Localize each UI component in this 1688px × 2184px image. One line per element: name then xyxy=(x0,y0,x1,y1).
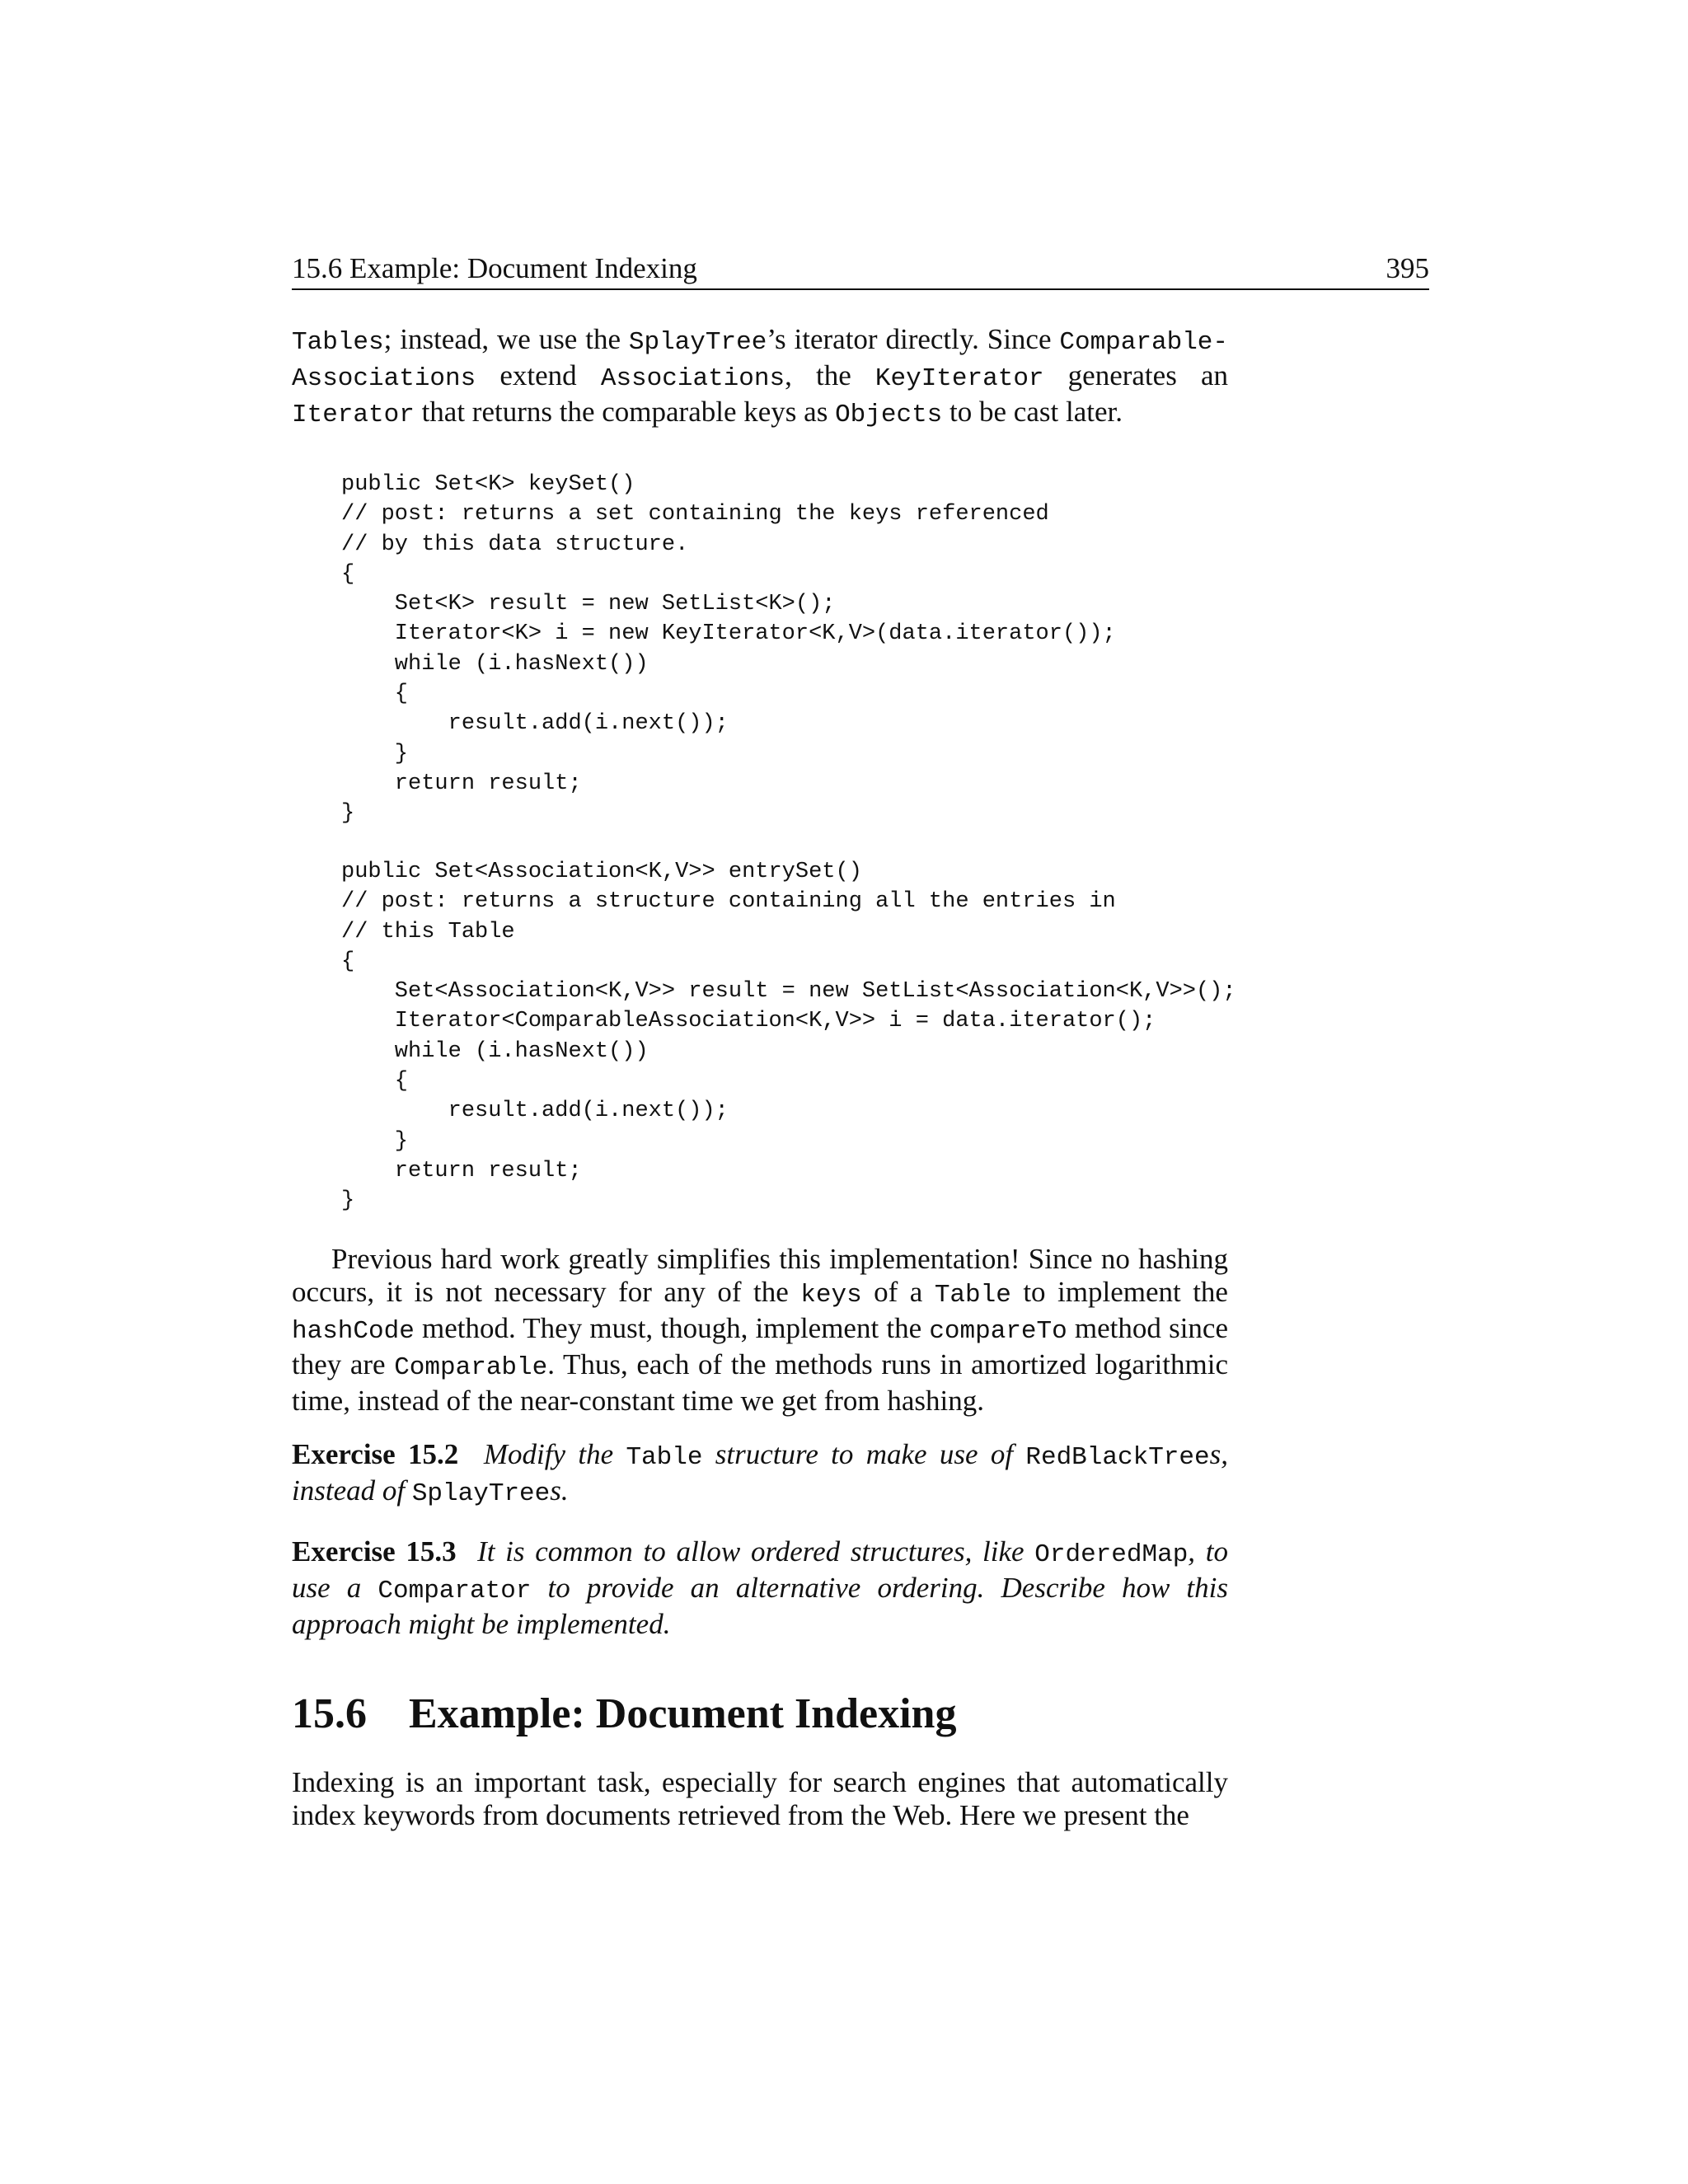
code-term: OrderedMap xyxy=(1034,1540,1189,1569)
code-term: Associations xyxy=(600,364,785,393)
code-term: Iterator xyxy=(292,401,415,429)
text-run: ; instead, we use the xyxy=(383,323,629,355)
code-term: SplayTree xyxy=(411,1479,551,1508)
text-run: to be cast later. xyxy=(942,396,1123,428)
text-run: to provide an alternative ordering. Describe how this approach might be implemented. xyxy=(292,1572,1229,1640)
text-run: of a xyxy=(861,1276,935,1308)
text-run: method. They must, though, implement the xyxy=(414,1312,930,1344)
code-term: RedBlackTree xyxy=(1025,1443,1210,1472)
header-section-title: 15.6 Example: Document Indexing xyxy=(292,252,697,284)
text-run: to implement the xyxy=(1010,1276,1228,1308)
code-term: Comparable-Associations xyxy=(292,328,1229,393)
section-number: 15.6 xyxy=(292,1690,367,1737)
text-run: method since they are xyxy=(292,1312,1228,1380)
code-term: Objects xyxy=(835,401,943,429)
intro-paragraph xyxy=(292,323,1228,432)
page-number: 395 xyxy=(1386,252,1429,284)
text-run: s. xyxy=(550,1474,569,1507)
code-term: keys xyxy=(800,1281,862,1310)
code-term: Table xyxy=(626,1443,703,1472)
code-term: Table xyxy=(934,1281,1011,1310)
text-run: ’s iterator directly. Since xyxy=(767,323,1060,355)
text-run: . Thus, each of the methods runs in amortized logarithmic time, instead of the near-constant time we get from hashing. xyxy=(292,1348,1228,1417)
section-heading xyxy=(292,1690,1281,1739)
exercise-15-3 xyxy=(292,1535,1228,1641)
code-term: SplayTree xyxy=(628,328,767,357)
running-header xyxy=(292,252,1429,290)
code-term: compareTo xyxy=(929,1317,1067,1346)
code-block-entryset: public Set<Association<K,V>> entrySet() // post: returns a structure containing all the entries in // this Table { Set<Association<K,V>> result = new SetList<Association<K,V>>(); Iterator<ComparableAssociation<K,V>> i = data.iterator(); while (i.hasNext()) { result.add(i.next()); } return result; } xyxy=(341,860,1236,1214)
text-run: generates an xyxy=(1043,359,1228,391)
section-intro-paragraph: Indexing is an important task, especially for search engines that automatically index keywords from documents retrieved from the Web. Here we present the xyxy=(292,1766,1228,1831)
text-run: extend xyxy=(476,359,601,391)
code-term: Comparator xyxy=(377,1577,532,1605)
code-term: KeyIterator xyxy=(874,364,1044,393)
code-term: hashCode xyxy=(292,1317,415,1346)
code-term: Tables xyxy=(292,328,384,357)
section-title: Example: Document Indexing xyxy=(409,1690,957,1737)
text-run: that returns the comparable keys as xyxy=(414,396,836,428)
code-term: Comparable xyxy=(394,1353,548,1382)
exercise-label: Exercise 15.2 xyxy=(292,1438,459,1470)
exercise-15-2 xyxy=(292,1438,1228,1511)
text-run: Modify the xyxy=(483,1438,626,1470)
code-block-keyset: public Set<K> keySet() // post: returns a set containing the keys referenced // by this data structure. { Set<K> result = new SetList<K>(); Iterator<K> i = new KeyIterator<K,V>(data.iterator()); while (i.hasNext()) { result.add(i.next()); } return result; } xyxy=(341,472,1116,827)
text-run: structure to make use of xyxy=(702,1438,1026,1470)
text-run: s, instead of xyxy=(292,1438,1228,1507)
body-paragraph xyxy=(292,1243,1228,1418)
text-run: Previous hard work greatly simplifies this implementation! Since no hashing occurs, it is not necessary for any of the xyxy=(292,1243,1228,1308)
text-run: It is common to allow ordered structures, like xyxy=(477,1535,1035,1568)
text-run: , the xyxy=(785,359,875,391)
text-run: , to use a xyxy=(292,1535,1228,1604)
exercise-label: Exercise 15.3 xyxy=(292,1535,457,1568)
